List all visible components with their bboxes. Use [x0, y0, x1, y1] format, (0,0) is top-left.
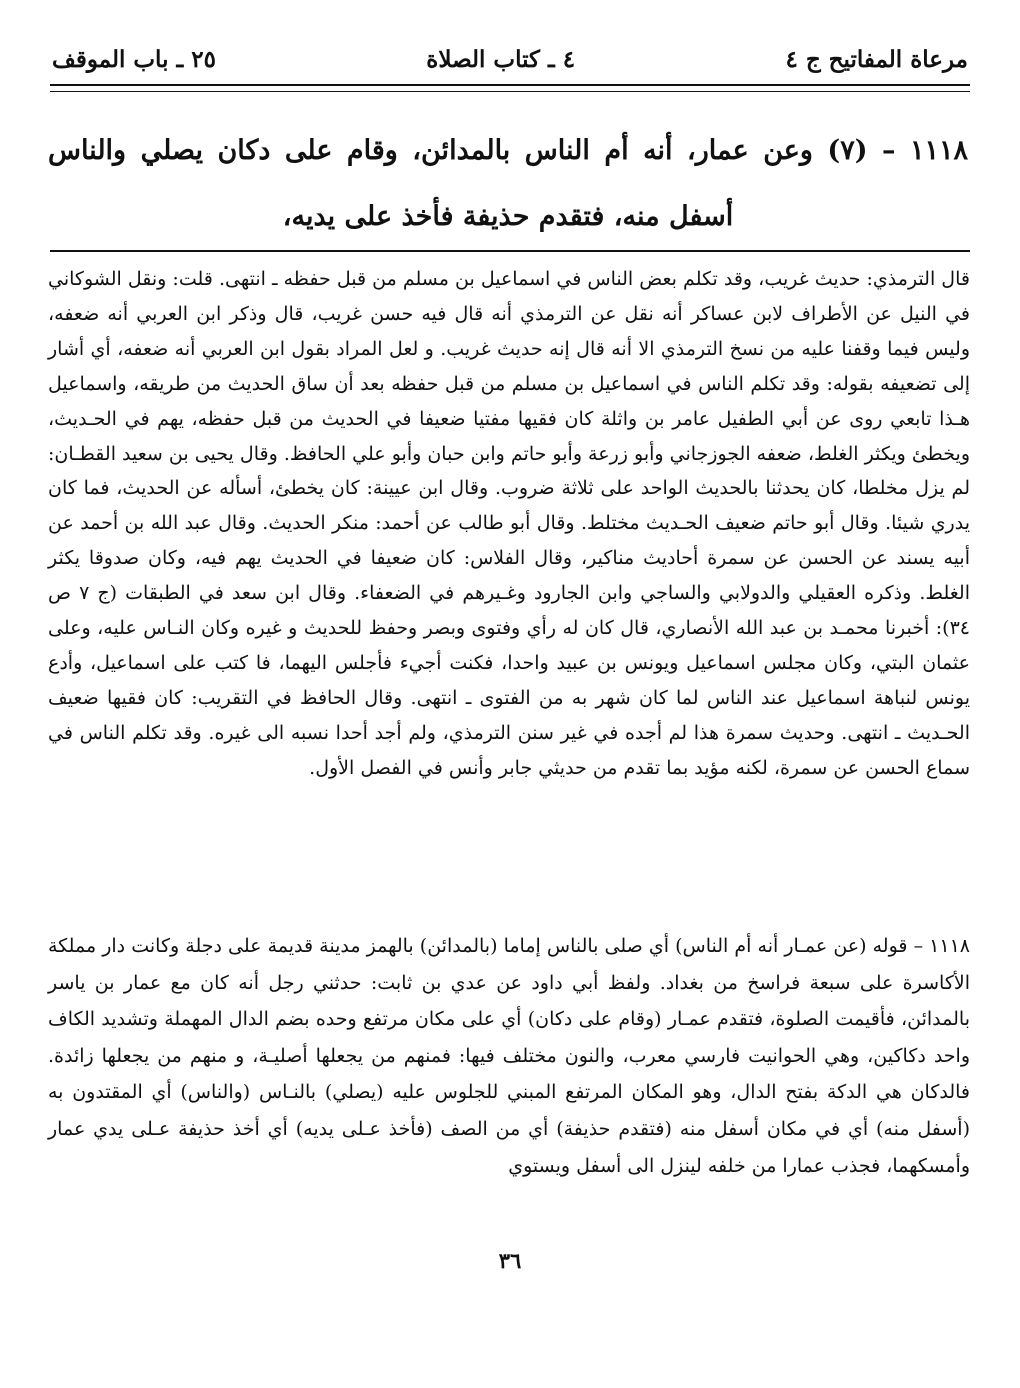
page-number: ٣٦ [498, 1248, 522, 1273]
header-section: ٢٥ ـ باب الموقف [52, 45, 216, 73]
running-header [52, 40, 968, 78]
header-book-volume: مرعاة المفاتيح ج ٤ [785, 45, 968, 73]
header-divider [50, 84, 970, 92]
header-chapter: ٤ ـ كتاب الصلاة [426, 45, 576, 73]
takhrij-notes [48, 262, 970, 786]
commentary-paragraph: ١١١٨ – قوله (عن عمـار أنه أم الناس) أي صلى بالناس إماما (بالمدائن) بالهمز مدينة قديمة على دجلة وكانت دار مملكة الأكاسرة على سبعة فراسخ من بغداد. ولفظ أبي داود عن عدي بن ثابت: حدثني رجل أنه كان مع عمار بن ياسر بالمدائن، فأقيمت الصلوة، فتقدم عمـار (وقام على دكان) أي على مكان مرتفع وحده بضم الدال المهملة وتشديد الكاف واحد دكاكين، وهي الحوانيت فارسي معرب، والنون مختلف فيها: فمنهم من يجعلها أصليـة، و منهم من يجعلها زائدة. فالدكان هي الدكة بفتح الدال، وهو المكان المرتفع المبني للجلوس عليه (يصلي) بالنـاس (والناس) أي المقتدون به (أسفل منه) أي في مكان أسفل منه (فتقدم حذيفة) أي من الصف (فأخذ عـلى يديه) أي أخذ حذيفة عـلى يدي عمار وأمسكهما، فجذب عمارا من خلفه لينزل الى أسفل ويستوي [48, 935, 970, 1177]
hadith-divider [50, 250, 970, 252]
commentary [48, 928, 970, 1184]
takhrij-paragraph: قال الترمذي: حديث غريب، وقد تكلم بعض الناس في اسماعيل بن مسلم من قبل حفظه ـ انتهى. قلت: ونقل الشوكاني في النيل عن الأطراف لابن عساكر أنه نقل عن الترمذي أنه قال فيه حسن غريب، قال وذكر ابن العربي أنه ضعفه، وليس فيما وقفنا عليه من نسخ الترمذي الا أنه قال إنه حديث غريب. و لعل المراد بقول ابن العربي أنه ضعفه، أي أشار إلى تضعيفه بقوله: وقد تكلم الناس في اسماعيل بن مسلم من قبل حفظه بعد أن ساق الحديث من طريقه، واسماعيل هـذا تابعي روى عن أبي الطفيل عامر بن واثلة كان فقيها مفتيا ضعيفا في الحديث من قبل حفظه، يهم في الحـديث، ويخطئ ويكثر الغلط، ضعفه الجوزجاني وأبو زرعة وأبو حاتم وابن حبان وأبو علي الحافظ. وقال يحيى بن سعيد القطـان: لم يزل مخلطا، كان يحدثنا بالحديث الواحد على ثلاثة ضروب. وقال ابن عيينة: كان يخطئ، أسأله عن الحديث، فما كان يدري شيئا. وقال أبو حاتم ضعيف الحـديث مختلط. وقال أبو طالب عن أحمد: منكر الحديث. وقال عبد الله بن أحمد عن أبيه يسند عن الحسن عن سمرة أحاديث مناكير، وقال الفلاس: كان ضعيفا في الحديث يهم فيه، وكان صدوقا يكثر الغلط. وذكره العقيلي والدولابي والساجي وابن الجارود وغـيرهم في الضعفاء. وقال ابن سعد في الطبقات (ج ٧ ص ٣٤): أخبرنا محمـد بن عبد الله الأنصاري، قال كان له رأي وفتوى وبصر وحفظ للحديث و غيره وكان النـاس عليه، وعلى عثمان البتي، وكان مجلس اسماعيل ويونس بن عبيد واحدا، فكنت أجيء فأجلس اليهما، فا كتب على اسماعيل، وأدع يونس لنباهة اسماعيل عند الناس لما كان شهر به من الفتوى ـ انتهى. وقال الحافظ في التقريب: كان فقيها ضعيف الحـديث ـ انتهى. وحديث سمرة هذا لم أجده في غير سنن الترمذي، ولم أجد أحدا نسبه الى غيره. وقد تكلم الناس في سماع الحسن عن سمرة، لكنه مؤيد بما تقدم من حديثي جابر وأنس في الفصل الأول. [48, 268, 970, 779]
hadith-text: ١١١٨ – (٧) وعن عمار، أنه أم الناس بالمدائن، وقام على دكان يصلي والناس أسفل منه، فتقدم حذيفة فأخذ على يديه، [48, 135, 968, 232]
